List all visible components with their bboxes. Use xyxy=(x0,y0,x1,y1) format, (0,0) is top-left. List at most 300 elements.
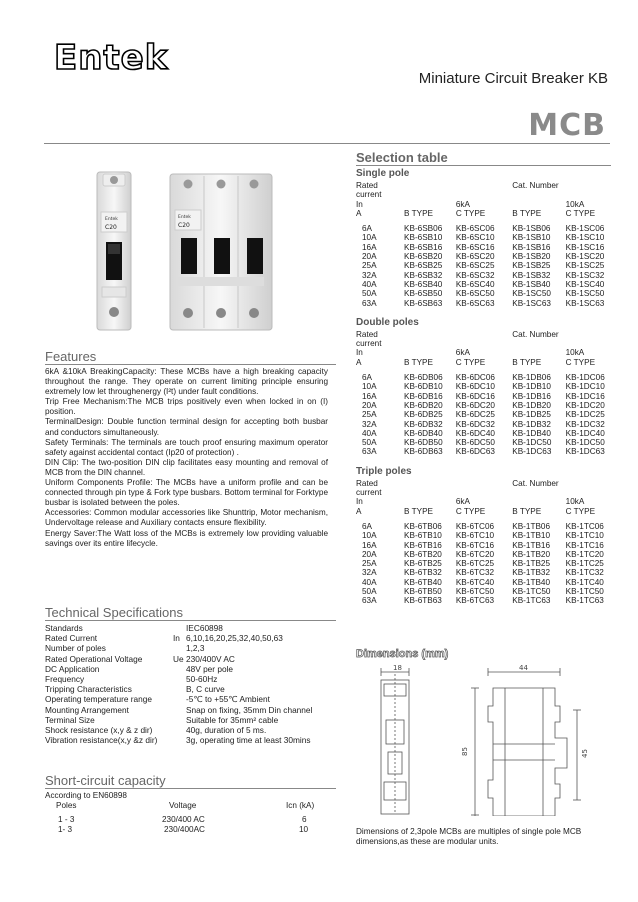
table-header-cell: C TYPE xyxy=(455,357,486,367)
table-row xyxy=(356,531,612,540)
table-cell: KB-6SC10 xyxy=(455,233,495,243)
table-cell: KB-6DB50 xyxy=(403,438,443,448)
table-header-cell: 6kA xyxy=(455,497,470,507)
table-cell: KB-1DB20 xyxy=(512,400,551,410)
table-cell: KB-6DB06 xyxy=(403,373,443,383)
spec-label: Operating temperature range xyxy=(45,694,153,705)
product-photo xyxy=(45,152,345,342)
table-header-cell: C TYPE xyxy=(565,506,596,516)
spec-label: Mounting Arrangement xyxy=(45,704,129,715)
table-cell: KB-1TC32 xyxy=(565,568,604,578)
table-cell: KB-6TC20 xyxy=(455,549,495,559)
spec-label: Rated Current xyxy=(45,633,98,644)
table-cell: KB-6TB06 xyxy=(404,521,442,531)
table-header-cell: A xyxy=(356,506,362,516)
feature-paragraph: Accessories: Common modular accessories like Shunttrip, Motor mechanism, Undervoltage release and Auxiliary contacts ensure flexibility. xyxy=(45,508,328,528)
table-cell: 40A xyxy=(362,279,377,289)
spec-label: Terminal Size xyxy=(45,714,95,725)
table-cell: KB-1SC06 xyxy=(565,224,605,234)
spec-label: DC Application xyxy=(45,663,100,674)
table-cell: KB-1SB25 xyxy=(512,261,551,271)
table-header-cell: C TYPE xyxy=(455,208,486,218)
table-cell: KB-6SB50 xyxy=(404,289,443,299)
dim-height-total: 85 xyxy=(461,747,469,756)
table-cell: KB-1DB25 xyxy=(512,410,551,420)
table-cell: 63A xyxy=(362,298,377,308)
table-row xyxy=(356,243,612,252)
table-cell: KB-1DC40 xyxy=(565,428,605,438)
dimension-drawing xyxy=(355,660,610,816)
table-cell: 16A xyxy=(362,391,377,401)
selection-tables xyxy=(356,168,612,606)
table-cell: 63A xyxy=(362,596,377,606)
table-header-cell: B TYPE xyxy=(404,208,433,218)
table-cell: KB-1TB20 xyxy=(512,549,551,559)
dim-height-front: 45 xyxy=(581,749,589,758)
spec-symbol: Ue xyxy=(173,653,184,664)
table-cell: KB-6SC25 xyxy=(455,261,495,271)
spec-value: 40g, duration of 5 ms. xyxy=(186,725,267,736)
table-cell: KB-1DB32 xyxy=(512,419,551,429)
table-cell: KB-1TB10 xyxy=(512,531,551,541)
table-cell: KB-6DC16 xyxy=(455,391,495,401)
table-header-cell: 10kA xyxy=(565,348,585,358)
page-subtitle: Miniature Circuit Breaker KB xyxy=(418,70,608,87)
table-row xyxy=(356,541,612,550)
table-cell: KB-6SB63 xyxy=(404,298,443,308)
spec-symbol xyxy=(173,674,186,684)
table-cell: KB-1TC10 xyxy=(565,531,604,541)
col-poles: Poles xyxy=(56,801,77,810)
table-cell: KB-1DC50 xyxy=(512,438,552,448)
table-cell: KB-6DB63 xyxy=(403,447,443,457)
table-header-cell: Rated xyxy=(356,181,378,190)
table-cell: KB-6SB16 xyxy=(404,242,443,252)
table-header-cell: 6kA xyxy=(455,348,470,358)
table-cell: KB-6DB10 xyxy=(403,382,443,392)
table-row xyxy=(356,224,612,233)
table-cell: KB-1SB20 xyxy=(512,252,551,262)
table-row xyxy=(356,382,612,391)
table-cell: 6A xyxy=(362,224,373,234)
col-icn: Icn (kA) xyxy=(286,801,315,810)
feature-paragraph: Energy Saver:The Watt loss of the MCBs is extremely low providing valuable savings over its entire lifecycle. xyxy=(45,528,328,548)
table-cell: KB-6TC63 xyxy=(455,596,495,606)
table-cell: KB-6DC50 xyxy=(455,438,495,448)
table-cell: KB-6TB63 xyxy=(404,596,442,606)
spec-row xyxy=(45,715,312,725)
table-row xyxy=(356,252,612,261)
table-cell: KB-1SB40 xyxy=(512,279,551,289)
table-cell: KB-6TC25 xyxy=(455,559,495,569)
table-header-cell: B TYPE xyxy=(404,506,434,516)
spec-value: 3g, operating time at least 30mins xyxy=(186,735,311,746)
table-row xyxy=(356,568,612,577)
selection-title: Selection table xyxy=(356,150,448,165)
selection-group-title: Single pole xyxy=(356,168,410,179)
table-cell: KB-1DC63 xyxy=(565,447,605,457)
table-cell: 6A xyxy=(362,373,373,383)
spec-label: Rated Operational Voltage xyxy=(45,653,143,664)
table-cell: KB-1SC10 xyxy=(565,233,605,243)
selection-divider xyxy=(356,165,611,166)
table-row xyxy=(356,392,612,401)
table-header-cell: C TYPE xyxy=(455,506,486,516)
table-cell: KB-1TC63 xyxy=(565,596,604,606)
table-cell: KB-1DC25 xyxy=(565,410,605,420)
table-cell: KB-6SC50 xyxy=(455,289,495,299)
table-cell: KB-1SB32 xyxy=(512,270,551,280)
spec-value: 230/400V AC xyxy=(186,653,235,664)
table-row xyxy=(356,233,612,242)
short-circuit-table xyxy=(45,801,335,835)
spec-row xyxy=(45,664,312,674)
spec-symbol xyxy=(173,715,186,725)
table-cell: KB-6DB20 xyxy=(403,400,443,410)
table-header-cell: B TYPE xyxy=(512,357,542,367)
feature-paragraph: 6kA &10kA BreakingCapacity: These MCBs have a high breaking capacity throughout the range. They operate on current limiting principle ensuring extremely low let throughenergy (I²t) under fault conditions. xyxy=(45,367,328,397)
table-cell: 63A xyxy=(362,447,377,457)
table-row: 1- 3 230/400AC 10 xyxy=(58,825,309,834)
table-cell: KB-1TC16 xyxy=(565,540,604,550)
table-cell: KB-6SB06 xyxy=(404,224,443,234)
table-header-cell: In xyxy=(356,199,363,209)
brand-logo: Entek xyxy=(54,38,169,78)
table-row xyxy=(356,410,612,419)
table-cell: KB-6DC06 xyxy=(455,373,495,383)
tech-title: Technical Specifications xyxy=(45,605,184,620)
spec-row xyxy=(45,694,312,704)
spec-label: Tripping Characteristics xyxy=(45,684,132,695)
feature-paragraph: DIN Clip: The two-position DIN clip facilitates easy mounting and removal of MCB from the DIN channel. xyxy=(45,457,328,477)
table-cell: 20A xyxy=(362,252,377,262)
table-header-cell: C TYPE xyxy=(565,357,596,367)
table-row xyxy=(356,280,612,289)
dimension-diagram xyxy=(355,660,610,816)
table-header-cell: B TYPE xyxy=(403,357,433,367)
table-cell: KB-6DC25 xyxy=(455,410,495,420)
table-cell: KB-1DC63 xyxy=(512,447,552,457)
table-row xyxy=(356,559,612,568)
table-cell: KB-1TB06 xyxy=(512,521,551,531)
table-cell: 40A xyxy=(362,428,377,438)
spec-value: Snap on fixing, 35mm Din channel xyxy=(186,704,313,715)
spec-label: Shock resistance (x,y & z dir) xyxy=(45,725,153,736)
table-row xyxy=(356,447,612,456)
table-cell: KB-1DC32 xyxy=(565,419,605,429)
table-cell: KB-6DC63 xyxy=(455,447,495,457)
table-cell: 50A xyxy=(362,438,377,448)
table-cell: KB-1TB16 xyxy=(512,540,551,550)
table-cell: KB-1TC40 xyxy=(565,577,604,587)
mcb-product-image xyxy=(45,152,345,342)
table-header-row xyxy=(356,181,612,190)
table-cell: KB-6TC50 xyxy=(455,586,495,596)
selection-table xyxy=(356,479,612,606)
spec-value: 6,10,16,20,25,32,40,50,63 xyxy=(186,633,283,644)
table-cell: KB-1SB06 xyxy=(512,224,551,234)
table-cell: 16A xyxy=(362,540,377,550)
table-cell: KB-6DC10 xyxy=(455,382,495,392)
spec-value: 1,2,3 xyxy=(186,643,205,654)
feature-paragraph: Trip Free Mechanism:The MCB trips positively even when locked in on (I) position. xyxy=(45,397,328,417)
table-cell: KB-1SB10 xyxy=(512,233,551,243)
col-voltage: Voltage xyxy=(169,801,197,810)
table-cell: KB-6DC32 xyxy=(455,419,495,429)
table-cell: KB-1SC32 xyxy=(565,270,605,280)
table-cell: KB-6TB50 xyxy=(404,586,442,596)
spec-row xyxy=(45,633,312,643)
table-cell: KB-1TC20 xyxy=(565,549,604,559)
dimensions-title: Dimensions (mm) xyxy=(356,648,449,660)
spec-symbol xyxy=(173,725,186,735)
table-cell: 40A xyxy=(362,577,377,587)
short-circuit-standard: According to EN60898 xyxy=(45,791,127,800)
table-header-row xyxy=(356,348,612,357)
table-cell: KB-6TC32 xyxy=(455,568,495,578)
table-cell: KB-6SB25 xyxy=(404,261,443,271)
table-header-cell: B TYPE xyxy=(512,506,542,516)
table-cell: KB-6SC32 xyxy=(455,270,495,280)
features-divider xyxy=(45,364,336,365)
table-cell: 32A xyxy=(362,270,377,280)
table-cell: 50A xyxy=(362,289,377,299)
table-cell: KB-6TB40 xyxy=(404,577,442,587)
spec-row xyxy=(45,643,312,653)
table-cell: KB-1DB10 xyxy=(512,382,551,392)
table-header-cell: Cat. Number xyxy=(512,478,559,488)
dim-width-single: 18 xyxy=(393,664,402,672)
table-header-cell: B TYPE xyxy=(512,208,542,218)
feature-paragraph: TerminalDesign: Double function terminal design for accepting both busbar and conductors simultaneously. xyxy=(45,417,328,437)
table-cell: 25A xyxy=(362,559,377,569)
spec-value: 50-60Hz xyxy=(186,674,218,685)
table-cell: KB-6SC16 xyxy=(455,242,495,252)
table-row xyxy=(356,289,612,298)
table-cell: KB-6SC20 xyxy=(455,252,495,262)
selection-group-title: Double poles xyxy=(356,316,419,328)
table-cell: 50A xyxy=(362,586,377,596)
table-header-cell: 10kA xyxy=(565,497,585,507)
table-row xyxy=(356,550,612,559)
selection-group-title: Triple poles xyxy=(356,465,412,477)
table-cell: 32A xyxy=(362,568,377,578)
table-header-cell: 6kA xyxy=(455,199,470,209)
photo-label-1p: C20 xyxy=(105,224,117,231)
table-cell: KB-1DB06 xyxy=(512,373,551,383)
table-cell: KB-6DB32 xyxy=(403,419,443,429)
header-divider xyxy=(44,143,610,144)
table-cell: KB-1SC63 xyxy=(565,298,605,308)
table-cell: 25A xyxy=(362,261,377,271)
features-title: Features xyxy=(45,349,97,364)
table-row xyxy=(356,578,612,587)
table-cell: KB-6TB20 xyxy=(404,549,442,559)
svg-text:Entek: Entek xyxy=(105,217,118,222)
spec-row xyxy=(45,725,312,735)
spec-label: Number of poles xyxy=(45,643,106,654)
table-header-row xyxy=(356,358,612,367)
table-cell: KB-1TB40 xyxy=(512,577,551,587)
svg-text:Entek: Entek xyxy=(178,215,191,220)
table-cell: KB-6DC40 xyxy=(455,428,495,438)
table-header-cell: Cat. Number xyxy=(512,181,559,190)
table-header-cell: C TYPE xyxy=(565,208,596,218)
spec-value: B, C curve xyxy=(186,684,225,695)
photo-label-3p: C20 xyxy=(178,222,190,229)
spec-row xyxy=(45,654,312,664)
spec-value: -5℃ to +55℃ Ambient xyxy=(186,694,270,705)
table-header-cell: Cat. Number xyxy=(512,329,559,339)
selection-table xyxy=(356,330,612,457)
table-cell: KB-1DC06 xyxy=(565,373,605,383)
table-header-cell: A xyxy=(356,357,362,367)
table-cell: KB-1TB32 xyxy=(512,568,551,578)
table-header-row xyxy=(356,339,612,348)
tech-spec-table xyxy=(45,623,312,745)
table-cell: KB-6SC40 xyxy=(455,279,495,289)
table-cell: KB-6DB16 xyxy=(403,391,443,401)
table-row xyxy=(356,596,612,605)
table-cell: KB-1SB16 xyxy=(512,242,551,252)
spec-symbol xyxy=(173,735,186,745)
features-text xyxy=(45,367,328,549)
table-cell: KB-6TC40 xyxy=(455,577,495,587)
table-cell: KB-1SC50 xyxy=(565,289,605,299)
table-row xyxy=(356,299,612,308)
table-cell: KB-6SB10 xyxy=(404,233,443,243)
table-cell: KB-1SC50 xyxy=(512,289,551,299)
table-cell: KB-1TC06 xyxy=(565,521,604,531)
table-cell: KB-1TB25 xyxy=(512,559,551,569)
table-header-row xyxy=(356,497,612,506)
spec-label: Frequency xyxy=(45,674,85,685)
spec-value: Suitable for 35mm² cable xyxy=(186,714,279,725)
spec-label: Standards xyxy=(45,623,83,633)
table-header-cell: In xyxy=(356,348,363,358)
table-cell: 32A xyxy=(362,419,377,429)
table-row xyxy=(356,261,612,270)
table-header-cell: current xyxy=(356,488,382,498)
table-row xyxy=(356,429,612,438)
spec-value: 48V per pole xyxy=(186,663,234,674)
table-cell: KB-1DC50 xyxy=(565,438,605,448)
table-cell: 25A xyxy=(362,410,377,420)
table-header-cell: Rated xyxy=(356,329,378,339)
table-cell: KB-6DB25 xyxy=(403,410,443,420)
table-cell: KB-6SB32 xyxy=(404,270,443,280)
spec-row xyxy=(45,705,312,715)
tech-specs xyxy=(45,623,312,745)
table-cell: KB-6TC06 xyxy=(455,521,495,531)
table-cell: 10A xyxy=(362,233,377,243)
table-cell: KB-1DC16 xyxy=(565,391,605,401)
table-cell: KB-1DB40 xyxy=(512,428,551,438)
spec-symbol xyxy=(173,705,186,715)
table-header-row xyxy=(356,488,612,497)
table-cell: KB-6DB40 xyxy=(403,428,443,438)
table-cell: KB-6TC16 xyxy=(455,540,495,550)
table-cell: KB-6TB16 xyxy=(404,540,442,550)
table-cell: 16A xyxy=(362,242,377,252)
table-cell: 10A xyxy=(362,382,377,392)
table-cell: KB-1SC25 xyxy=(565,261,605,271)
spec-row xyxy=(45,735,312,745)
table-cell: KB-1DC20 xyxy=(565,400,605,410)
table-row xyxy=(356,522,612,531)
table-cell: KB-1TC25 xyxy=(565,559,604,569)
short-circuit-divider xyxy=(45,788,336,789)
table-cell: 6A xyxy=(362,521,373,531)
spec-symbol xyxy=(173,694,186,704)
mcb-tag: MCB xyxy=(528,108,606,143)
table-cell: KB-1DB16 xyxy=(512,391,551,401)
table-cell: KB-6TC10 xyxy=(455,531,495,541)
spec-row xyxy=(45,684,312,694)
spec-symbol xyxy=(173,664,186,674)
spec-label: Vibration resistance(x,y &z dir) xyxy=(45,735,158,746)
table-cell: 10A xyxy=(362,531,377,541)
table-cell: KB-6SB40 xyxy=(404,279,443,289)
table-cell: KB-1SC16 xyxy=(565,242,605,252)
spec-row xyxy=(45,623,312,633)
feature-paragraph: Uniform Components Profile: The MCBs have a uniform profile and can be connected through pin type & Fork type busbars. Bottom terminal for Forktype busbar is isolated between the poles. xyxy=(45,478,328,508)
table-cell: KB-1TC50 xyxy=(512,586,551,596)
table-header-row xyxy=(356,190,612,199)
table-cell: KB-6TB32 xyxy=(404,568,442,578)
table-row xyxy=(356,420,612,429)
spec-symbol xyxy=(173,684,186,694)
table-row xyxy=(356,587,612,596)
table-header-row xyxy=(356,330,612,339)
table-row: 1 - 3 230/400 AC 6 xyxy=(58,815,307,824)
table-cell: KB-1SC20 xyxy=(565,252,605,262)
table-header-cell: In xyxy=(356,497,363,507)
table-cell: KB-6SC63 xyxy=(455,298,495,308)
short-circuit-title: Short-circuit capacity xyxy=(45,773,166,788)
table-cell: KB-1DC10 xyxy=(565,382,605,392)
table-header-cell: A xyxy=(356,208,362,218)
table-cell: KB-1SC63 xyxy=(512,298,551,308)
table-header-cell: Rated xyxy=(356,478,378,488)
table-header-row xyxy=(356,507,612,516)
table-header-row xyxy=(356,209,612,218)
selection-table xyxy=(356,181,612,308)
spec-symbol xyxy=(173,623,186,633)
table-cell: 20A xyxy=(362,549,377,559)
tech-divider xyxy=(45,620,336,621)
table-cell: KB-6TB10 xyxy=(404,531,442,541)
table-row xyxy=(356,373,612,382)
table-cell: KB-6SC06 xyxy=(455,224,495,234)
table-cell: KB-6TB25 xyxy=(404,559,442,569)
spec-value: IEC60898 xyxy=(186,623,223,633)
table-cell: KB-6DC20 xyxy=(455,400,495,410)
table-cell: 20A xyxy=(362,400,377,410)
table-header-row xyxy=(356,200,612,209)
table-cell: KB-6SB20 xyxy=(404,252,443,262)
table-row xyxy=(356,271,612,280)
dim-width-side: 44 xyxy=(519,664,528,672)
table-row xyxy=(356,438,612,447)
spec-symbol: In xyxy=(173,633,180,644)
table-row xyxy=(356,401,612,410)
dimensions-note: Dimensions of 2,3pole MCBs are multiples of single pole MCB dimensions,as these are modular units. xyxy=(356,827,582,846)
table-header-cell: current xyxy=(356,190,382,200)
table-cell: KB-1TC63 xyxy=(512,596,551,606)
table-cell: KB-1TC50 xyxy=(565,586,604,596)
feature-paragraph: Safety Terminals: The terminals are touch proof ensuring maximum operator safety against accidental contact (Ip20 of protection) . xyxy=(45,437,328,457)
